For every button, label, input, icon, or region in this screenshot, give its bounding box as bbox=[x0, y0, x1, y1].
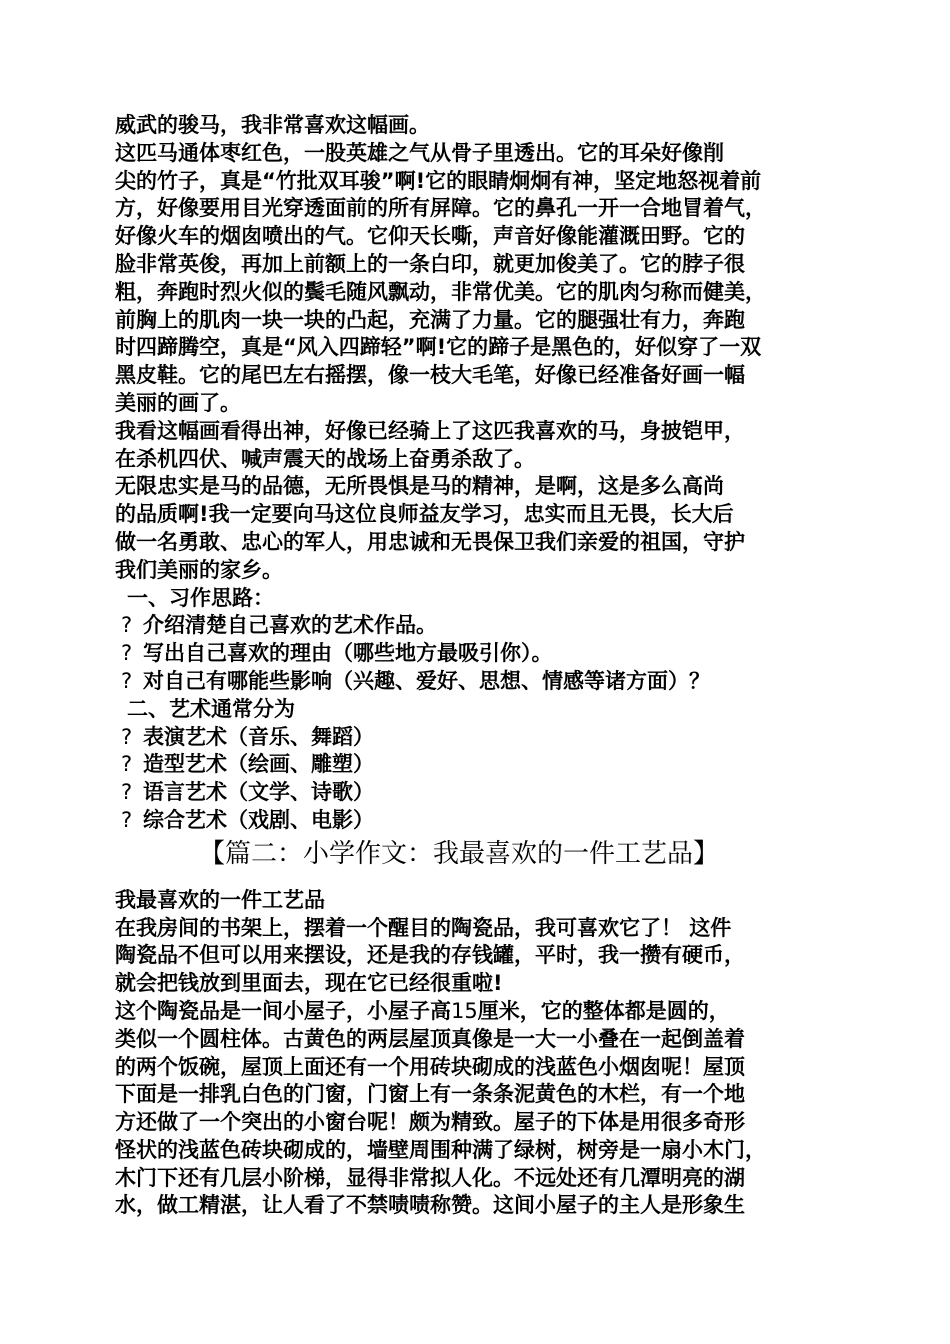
section-heading: 【篇二：小学作文：我最喜欢的一件工艺品】 bbox=[199, 838, 720, 869]
paragraph-line: 方，好像要用目光穿透面前的所有屏障。它的鼻孔一开一合地冒着气， bbox=[115, 196, 766, 221]
bullet-glyph: ? bbox=[121, 752, 133, 777]
paragraph-line: 在杀机四伏、喊声震天的战场上奋勇杀敌了。 bbox=[115, 446, 535, 471]
bullet-glyph: ? bbox=[121, 668, 133, 693]
paragraph-line: 水，做工精湛，让人看了不禁啧啧称赞。这间小屋子的主人是形象生 bbox=[115, 1193, 745, 1218]
bullet-glyph: ? bbox=[121, 807, 133, 832]
paragraph-text: 厘米，它的整体都是圆的， bbox=[477, 998, 730, 1023]
outline-title-art-types: 二、艺术通常分为 bbox=[127, 696, 295, 721]
bullet-glyph: ? bbox=[121, 780, 133, 805]
paragraph-line: 好像火车的烟囱喷出的气。它仰天长嘶，声音好像能灌溉田野。它的 bbox=[115, 224, 745, 249]
paragraph-line: 这匹马通体枣红色，一股英雄之气从骨子里透出。它的耳朵好像削 bbox=[115, 140, 724, 165]
bullet-glyph: ? bbox=[121, 724, 133, 749]
paragraph-line: 黑皮鞋。它的尾巴左右摇摆，像一枝大毛笔，好像已经准备好画一幅 bbox=[115, 363, 745, 388]
outline-item-text: 造型艺术（绘画、雕塑） bbox=[143, 752, 374, 777]
outline-item bbox=[115, 612, 855, 640]
outline-title-ideas: 一、习作思路： bbox=[127, 585, 274, 610]
essay-craft bbox=[115, 887, 855, 1221]
outline-item-text: 表演艺术（音乐、舞蹈） bbox=[143, 724, 374, 749]
outline-item bbox=[115, 779, 855, 807]
outline-item bbox=[115, 640, 855, 668]
paragraph-line: 做一名勇敢、忠心的军人，用忠诚和无畏保卫我们亲爱的祖国，守护 bbox=[115, 529, 745, 554]
essay-subtitle: 我最喜欢的一件工艺品 bbox=[115, 887, 325, 912]
outline-item-text: 介绍清楚自己喜欢的艺术作品。 bbox=[143, 613, 437, 638]
paragraph-line: 粗，奔跑时烈火似的鬓毛随风飘动，非常优美。它的肌肉匀称而健美， bbox=[115, 279, 766, 304]
paragraph-line: 时四蹄腾空，真是“风入四蹄轻”啊!它的蹄子是黑色的，好似穿了一双 bbox=[115, 335, 762, 360]
outline-item-text: 对自己有哪能些影响（兴趣、爱好、思想、情感等诸方面）？ bbox=[143, 668, 710, 693]
writing-outline bbox=[115, 585, 855, 835]
bullet-glyph: ? bbox=[121, 613, 133, 638]
paragraph-line: 在我房间的书架上，摆着一个醒目的陶瓷品，我可喜欢它了！ 这件 bbox=[115, 915, 732, 940]
paragraph-line: 就会把钱放到里面去，现在它已经很重啦! bbox=[115, 971, 503, 996]
paragraph-line: 威武的骏马，我非常喜欢这幅画。 bbox=[115, 113, 430, 137]
outline-item-text: 综合艺术（戏剧、电影） bbox=[143, 807, 374, 832]
paragraph-line: 无限忠实是马的品德，无所畏惧是马的精神，是啊，这是多么高尚 bbox=[115, 474, 724, 499]
paragraph-line: 方还做了一个突出的小窗台呢！颇为精致。屋子的下体是用很多奇形 bbox=[115, 1110, 745, 1135]
paragraph-line: 类似一个圆柱体。古黄色的两层屋顶真像是一大一小叠在一起倒盖着 bbox=[115, 1026, 745, 1051]
paragraph-line: 陶瓷品不但可以用来摆设，还是我的存钱罐，平时，我一攒有硬币， bbox=[115, 943, 745, 968]
paragraph-line: 怪状的浅蓝色砖块砌成的，墙壁周围种满了绿树，树旁是一扇小木门， bbox=[115, 1137, 766, 1162]
paragraph-line: 我看这幅画看得出神，好像已经骑上了这匹我喜欢的马，身披铠甲， bbox=[115, 418, 745, 443]
paragraph-line: 木门下还有几层小阶梯，显得非常拟人化。不远处还有几潭明亮的湖 bbox=[115, 1165, 745, 1190]
paragraph-line: 下面是一排乳白色的门窗，门窗上有一条条泥黄色的木栏，有一个地 bbox=[115, 1082, 745, 1107]
paragraph-line: 美丽的画了。 bbox=[115, 390, 241, 415]
paragraph-line: 尖的竹子，真是“竹批双耳骏”啊!它的眼睛炯炯有神，坚定地怒视着前 bbox=[115, 168, 762, 193]
outline-item bbox=[115, 668, 855, 696]
document-page bbox=[115, 112, 855, 1220]
paragraph-line: 的品质啊!我一定要向马这位良师益友学习，忠实而且无畏，长大后 bbox=[115, 502, 734, 527]
outline-item bbox=[115, 724, 855, 752]
paragraph-line: 我们美丽的家乡。 bbox=[115, 557, 283, 582]
outline-item-text: 语言艺术（文学、诗歌） bbox=[143, 780, 374, 805]
outline-item-text: 写出自己喜欢的理由（哪些地方最吸引你）。 bbox=[143, 641, 553, 666]
bullet-glyph: ? bbox=[121, 641, 133, 666]
paragraph-text: 这个陶瓷品是一间小屋子，小屋子高 bbox=[115, 998, 451, 1023]
outline-item bbox=[115, 751, 855, 779]
paragraph-line bbox=[115, 998, 855, 1026]
height-number: 15 bbox=[451, 998, 478, 1023]
paragraph-line: 前胸上的肌肉一块一块的凸起，充满了力量。它的腿强壮有力，奔跑 bbox=[115, 307, 745, 332]
paragraph-line: 脸非常英俊，再加上前额上的一条白印，就更加俊美了。它的脖子很 bbox=[115, 251, 745, 276]
paragraph-line: 的两个饭碗，屋顶上面还有一个用砖块砌成的浅蓝色小烟囱呢！屋顶 bbox=[115, 1054, 745, 1079]
essay-horse bbox=[115, 112, 855, 585]
outline-item bbox=[115, 807, 855, 835]
